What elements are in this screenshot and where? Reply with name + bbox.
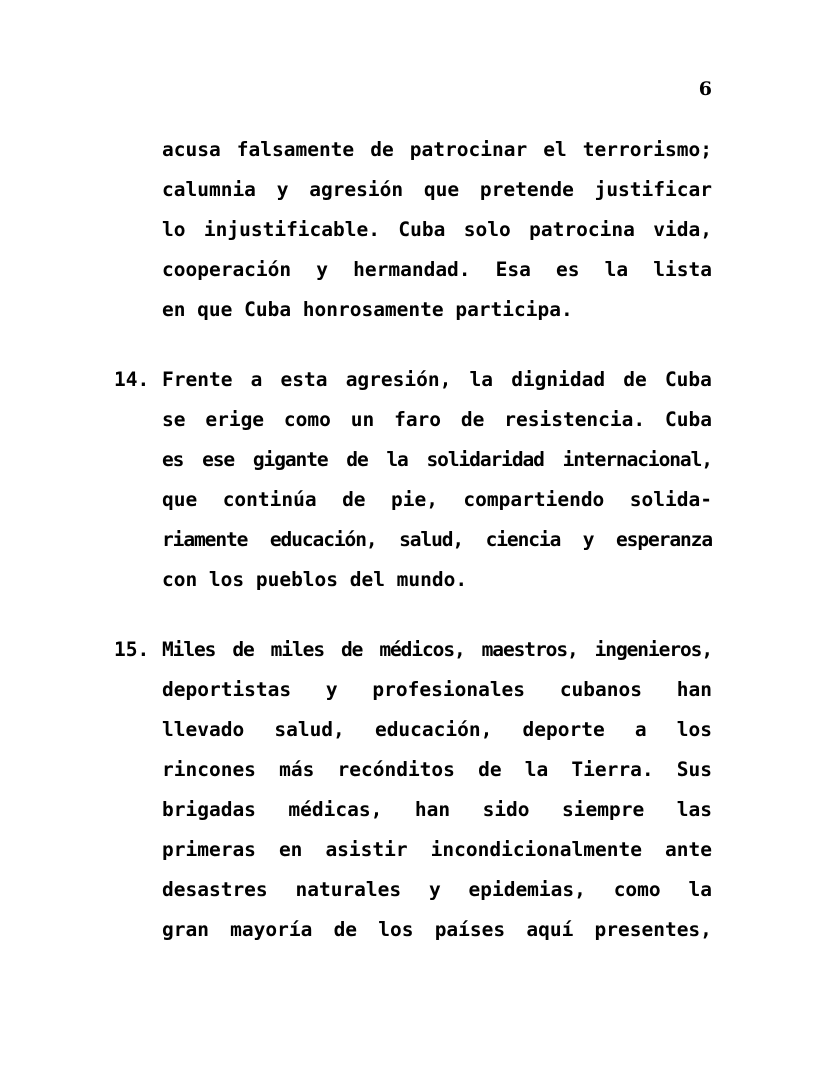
word: patrocina (529, 218, 635, 241)
word: y (428, 878, 441, 901)
word: educación, (374, 718, 493, 741)
word: a (250, 368, 263, 391)
list-item-number: 14. (114, 368, 150, 391)
word: justificar (594, 178, 712, 201)
word: como (613, 878, 661, 901)
word: y (325, 678, 338, 701)
word: llevado (162, 718, 245, 741)
word: de (346, 448, 368, 471)
word: injustificable. (203, 218, 380, 241)
word: la (469, 368, 494, 391)
word: aquí (526, 918, 574, 941)
word: gigante (252, 448, 328, 471)
word: educación, (269, 528, 377, 551)
word: salud, (399, 528, 464, 551)
text-line (162, 170, 712, 210)
word: solidaridad (426, 448, 544, 471)
text-line (162, 400, 712, 440)
word: pretende (479, 178, 574, 201)
text-line (162, 910, 712, 950)
word: la (688, 878, 712, 901)
word: los (378, 918, 414, 941)
word: terrorismo; (582, 138, 712, 161)
word: Cuba (665, 408, 712, 431)
word: calumnia (162, 178, 256, 201)
word: los (676, 718, 712, 741)
word: participa. (455, 298, 573, 321)
word: deportistas (162, 678, 292, 701)
word: miles (270, 638, 324, 661)
word: mayoría (230, 918, 313, 941)
word: cooperación (162, 258, 292, 281)
word: pueblos (255, 568, 339, 591)
word: han (414, 798, 451, 821)
word: desastres (162, 878, 268, 901)
word: incondicionalmente (430, 838, 642, 861)
word: países (434, 918, 506, 941)
word: que (423, 178, 460, 201)
word: ante (664, 838, 712, 861)
word: dignidad (511, 368, 606, 391)
paragraph-lines (162, 130, 712, 330)
word: de (232, 638, 254, 661)
word: los (208, 568, 245, 591)
word: pie, (391, 488, 438, 511)
word: a (634, 718, 647, 741)
text-line (162, 130, 712, 170)
word: epidemias, (468, 878, 586, 901)
word: deporte (522, 718, 605, 741)
word: compartiendo (463, 488, 605, 511)
word: el (543, 138, 567, 161)
word: de (478, 758, 502, 781)
word: que (162, 488, 198, 511)
word: honrosamente (302, 298, 444, 321)
word: con (162, 568, 198, 591)
word: de (460, 408, 485, 431)
word: rincones (162, 758, 256, 781)
word: de (623, 368, 647, 391)
page-number: 6 (698, 78, 712, 100)
text-line (162, 750, 712, 790)
text-line (162, 830, 712, 870)
word: Frente (162, 368, 233, 391)
word: un (350, 408, 375, 431)
text-line (162, 560, 712, 600)
word: salud, (274, 718, 345, 741)
word: es (556, 258, 580, 281)
word: brigadas (162, 798, 256, 821)
word: en (162, 298, 186, 321)
word: faro (394, 408, 442, 431)
word: hermandad. (353, 258, 471, 281)
word: más (279, 758, 315, 781)
text-line (162, 290, 712, 330)
word: de (333, 918, 358, 941)
text-line (162, 250, 712, 290)
word: presentes, (594, 918, 712, 941)
word: ciencia (485, 528, 561, 551)
document-body (0, 130, 825, 950)
text-line (162, 630, 712, 670)
word: gran (162, 918, 209, 941)
text-line (162, 710, 712, 750)
word: Miles (162, 638, 216, 661)
word: de (370, 138, 394, 161)
word: lo (162, 218, 186, 241)
word: patrocinar (409, 138, 528, 161)
word: solida- (629, 488, 712, 511)
word: Cuba (398, 218, 446, 241)
word: profesionales (372, 678, 526, 701)
word: las (676, 798, 712, 821)
word: y (276, 178, 289, 201)
continuation-paragraph (0, 130, 825, 330)
word: esperanza (615, 528, 712, 551)
word: asistir (325, 838, 408, 861)
word: Esa (495, 258, 531, 281)
text-line (162, 360, 712, 400)
word: agresión, (345, 368, 452, 391)
word: internacional, (562, 448, 712, 471)
word: lista (653, 258, 712, 281)
word: la (524, 758, 549, 781)
word: recónditos (337, 758, 455, 781)
word: la (386, 448, 408, 471)
word: Sus (676, 758, 712, 781)
word: médicas, (288, 798, 383, 821)
word: primeras (162, 838, 256, 861)
word: la (604, 258, 629, 281)
word: siempre (562, 798, 645, 821)
word: acusa (162, 138, 221, 161)
numbered-paragraph (0, 360, 825, 600)
text-line (162, 520, 712, 560)
word: Cuba (664, 368, 712, 391)
word: médicos, (379, 638, 465, 661)
word: vida, (653, 218, 712, 241)
word: sido (482, 798, 530, 821)
paragraph-lines (162, 360, 712, 600)
word: es (162, 448, 184, 471)
word: y (316, 258, 329, 281)
text-line (162, 870, 712, 910)
word: solo (463, 218, 511, 241)
paragraph-lines (162, 630, 712, 950)
word: ese (202, 448, 235, 471)
word: mundo. (396, 568, 468, 591)
word: que (197, 298, 233, 321)
text-line (162, 440, 712, 480)
word: agresión (309, 178, 404, 201)
word: ingenieros, (594, 638, 712, 661)
word: del (349, 568, 385, 591)
word: esta (280, 368, 328, 391)
word: en (278, 838, 303, 861)
list-item-number: 15. (114, 638, 150, 661)
word: han (676, 678, 712, 701)
word: continúa (222, 488, 317, 511)
text-line (162, 670, 712, 710)
text-line (162, 210, 712, 250)
word: como (283, 408, 331, 431)
word: resistencia. (504, 408, 646, 431)
word: se (162, 408, 186, 431)
text-line (162, 790, 712, 830)
word: erige (205, 408, 265, 431)
word: naturales (295, 878, 402, 901)
word: riamente (162, 528, 248, 551)
numbered-paragraph (0, 630, 825, 950)
word: de (340, 638, 363, 661)
word: maestros, (481, 638, 578, 661)
word: Tierra. (571, 758, 654, 781)
word: y (582, 528, 594, 551)
text-line (162, 480, 712, 520)
word: falsamente (236, 138, 355, 161)
word: cubanos (559, 678, 642, 701)
word: Cuba (244, 298, 292, 321)
word: de (342, 488, 366, 511)
